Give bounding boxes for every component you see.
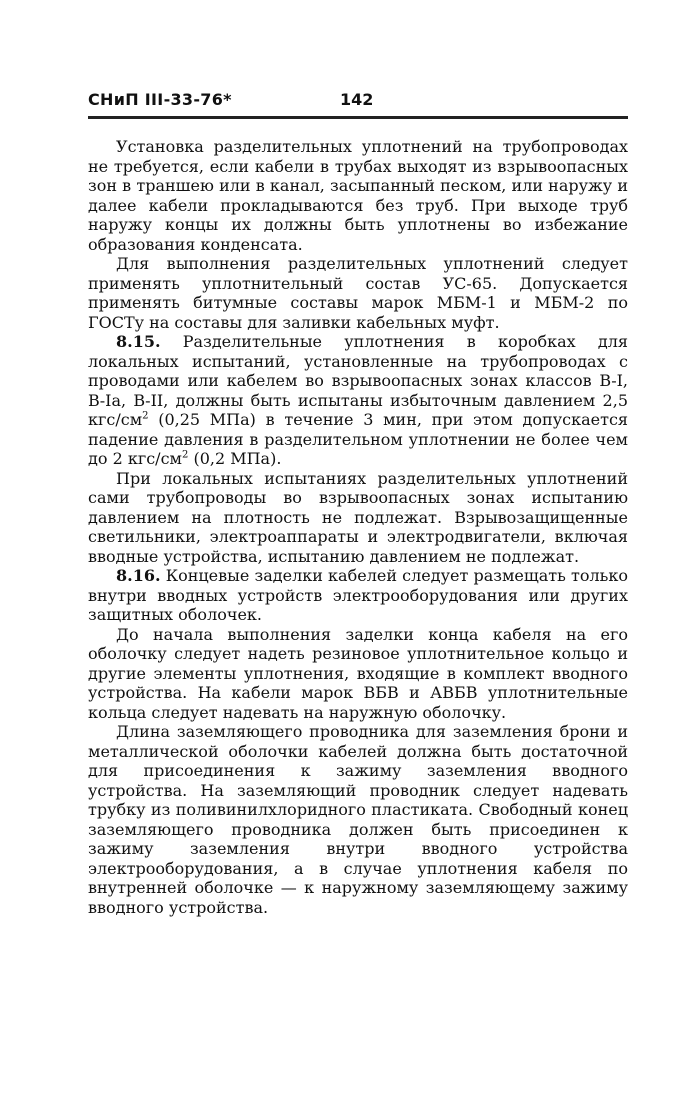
clause-text-part: (0,2 МПа). bbox=[188, 449, 282, 468]
document-code: СНиП III-33-76* bbox=[88, 90, 232, 109]
paragraph-text: Длина заземляющего проводника для заземления брони и металлической оболочки кабелей должна быть достаточной для присоединения к зажиму заземления вводного устройства. На заземляющий проводник следует надевать трубку из поливинилхлоридного пластиката. Свободный конец заземляющего проводника должен быть присоединен к зажиму заземления внутри вводного устройства электрооборудования, а в случае уплотнения кабеля по внутренней оболочке — к наружному заземляющему зажиму вводного устройства. bbox=[88, 722, 628, 917]
clause-text-part: (0,25 МПа) в течение 3 мин, при этом допускается падение давления в разделительном уплотнении не более чем до 2 кгс/см bbox=[88, 410, 628, 468]
paragraph bbox=[88, 469, 628, 567]
header-rule bbox=[88, 116, 628, 119]
clause-8-16 bbox=[88, 566, 628, 625]
page-number: 142 bbox=[340, 90, 374, 109]
page-body bbox=[88, 137, 628, 917]
paragraph bbox=[88, 254, 628, 332]
paragraph-text: До начала выполнения заделки конца кабеля на его оболочку следует надеть резиновое уплотнительное кольцо и другие элементы уплотнения, входящие в комплект вводного устройства. На кабели марок ВБВ и АВБВ уплотнительные кольца следует надевать на наружную оболочку. bbox=[88, 624, 628, 722]
superscript: 2 bbox=[142, 410, 149, 422]
paragraph bbox=[88, 137, 628, 254]
clause-number: 8.16. bbox=[116, 566, 161, 585]
paragraph-text: Установка разделительных уплотнений на трубопроводах не требуется, если кабели в трубах выходят из взрывоопасных зон в траншею или в канал, засыпанный песком, или наружу и далее кабели прокладываются без труб. При выходе труб наружу концы их должны быть уплотнены во избежание образования конденсата. bbox=[88, 137, 628, 254]
clause-text: Концевые заделки кабелей следует размещать только внутри вводных устройств электрооборудования или других защитных оболочек. bbox=[88, 566, 629, 624]
clause-number: 8.15. bbox=[116, 332, 161, 351]
paragraph-text: Для выполнения разделительных уплотнений следует применять уплотнительный состав УС-65. Допускается применять битумные составы марок МБМ-1 и МБМ-2 по ГОСТу на составы для заливки кабельных муфт. bbox=[88, 254, 628, 332]
paragraph bbox=[88, 722, 628, 917]
clause-text-part: Разделительные уплотнения в коробках для локальных испытаний, установленные на трубопроводах с проводами или кабелем во взрывоопасных зонах классов В-I, В-Iа, В-II, должны быть испытаны избыточным давлением 2,5 кгс/см bbox=[88, 332, 629, 429]
page-header bbox=[88, 88, 628, 118]
paragraph bbox=[88, 625, 628, 723]
superscript: 2 bbox=[181, 449, 189, 461]
paragraph-text: При локальных испытаниях разделительных уплотнений сами трубопроводы во взрывоопасных зонах испытанию давлением на плотность не подлежат. Взрывозащищенные светильники, электроаппараты и электродвигатели, включая вводные устройства, испытанию давлением не подлежат. bbox=[88, 468, 628, 566]
clause-8-15 bbox=[88, 332, 628, 469]
